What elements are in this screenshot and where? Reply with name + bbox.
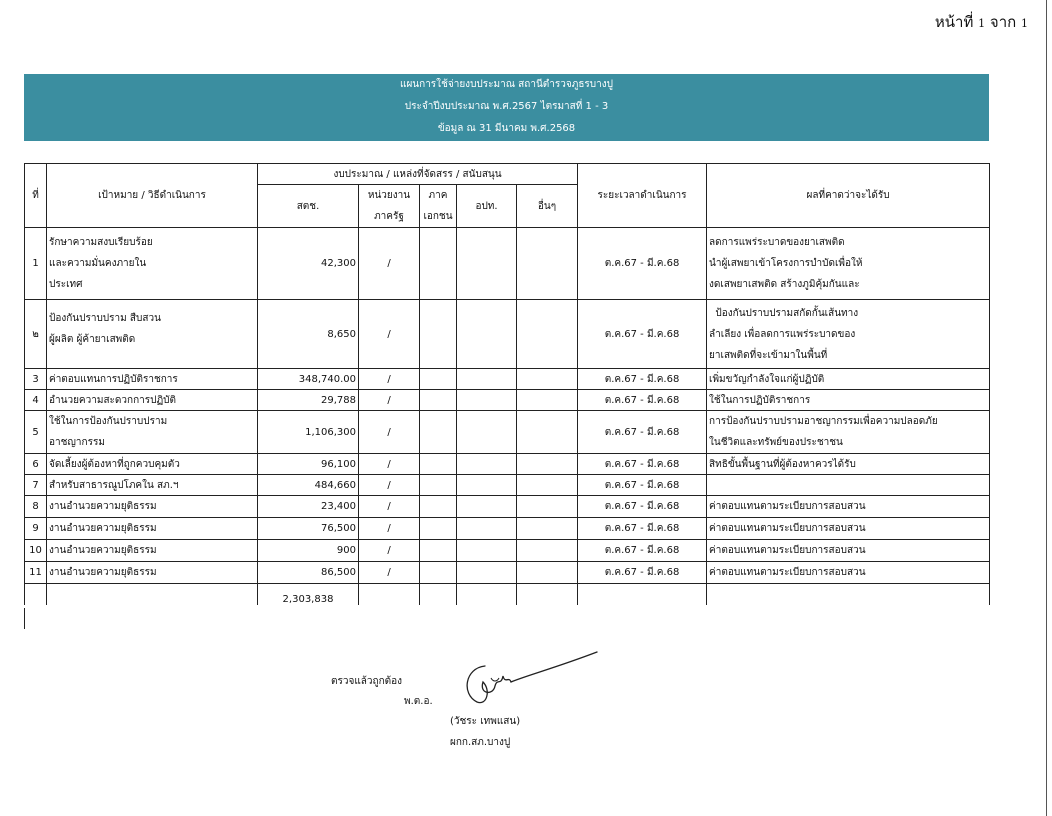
cell-other [517, 475, 578, 496]
cell-period: ต.ค.67 - มี.ค.68 [578, 518, 707, 540]
cell-expected [707, 562, 990, 584]
cell-private [420, 390, 457, 411]
cell-no: 7 [25, 475, 47, 496]
header-gov-agency: หน่วยงาน ภาครัฐ [359, 185, 420, 228]
cell-goal [47, 228, 258, 300]
goal-line: งานอำนวยความยุติธรรม [49, 545, 157, 556]
cell-local-gov [457, 540, 517, 562]
cell-gov-agency: / [359, 475, 420, 496]
cell-gov-agency: / [359, 300, 420, 369]
header-no: ที่ [25, 164, 47, 228]
cell-budget-sor-tor-chor: 8,650 [258, 300, 359, 369]
cell-other [517, 540, 578, 562]
cell-expected [707, 540, 990, 562]
goal-line: งานอำนวยความยุติธรรม [49, 567, 157, 578]
header-budget-group: งบประมาณ / แหล่งที่จัดสรร / สนับสนุน [258, 164, 578, 185]
table-row [25, 369, 990, 390]
cell-expected [707, 228, 990, 300]
page-right-border [1046, 0, 1047, 816]
cell-local-gov [457, 562, 517, 584]
page-label: หน้าที่ [934, 13, 974, 31]
cell-no: 4 [25, 390, 47, 411]
expected-line: การป้องกันปราบปรามอาชญากรรมเพื่อความปลอดภัย [709, 416, 938, 427]
cell-gov-agency: / [359, 540, 420, 562]
cell-period: ต.ค.67 - มี.ค.68 [578, 562, 707, 584]
page-number [935, 10, 1028, 34]
goal-line: ผู้ผลิต ผู้ค้ายาเสพติด [49, 334, 136, 345]
cell-no: 11 [25, 562, 47, 584]
cell-private [420, 369, 457, 390]
cell-local-gov [457, 390, 517, 411]
total-empty-cell [420, 584, 457, 605]
cell-goal [47, 518, 258, 540]
banner-data-date: ข้อมูล ณ 31 มีนาคม พ.ศ.2568 [437, 123, 576, 134]
cell-no: 1 [25, 228, 47, 300]
cell-budget-sor-tor-chor: 23,400 [258, 496, 359, 518]
total-row [25, 584, 990, 605]
expected-line: ในชีวิตและทรัพย์ของประชาชน [709, 437, 843, 448]
expected-line: ค่าตอบแทนตามระเบียบการสอบสวน [709, 501, 866, 512]
cell-gov-agency: / [359, 369, 420, 390]
table-row [25, 562, 990, 584]
cell-budget-sor-tor-chor: 1,106,300 [258, 411, 359, 454]
cell-expected [707, 518, 990, 540]
goal-line: ป้องกันปราบปราม สืบสวน [49, 313, 161, 324]
cell-other [517, 562, 578, 584]
banner-title: แผนการใช้จ่ายงบประมาณ สถานีตำรวจภูธรบางปู [400, 79, 613, 90]
header-expected: ผลที่คาดว่าจะได้รับ [707, 164, 990, 228]
cell-period: ต.ค.67 - มี.ค.68 [578, 390, 707, 411]
expected-line: สิทธิขั้นพื้นฐานที่ผู้ต้องหาควรได้รับ [709, 458, 856, 470]
expected-line: งดเสพยาเสพติด สร้างภูมิคุ้มกันและ [709, 279, 860, 290]
table-row [25, 228, 990, 300]
header-sor-tor-chor: สตช. [258, 185, 359, 228]
cell-no: ๒ [25, 300, 47, 369]
cell-goal [47, 300, 258, 369]
total-empty-cell [578, 584, 707, 605]
cell-no: 9 [25, 518, 47, 540]
expected-line [709, 480, 987, 490]
goal-line: งานอำนวยความยุติธรรม [49, 501, 157, 512]
total-empty-cell [25, 584, 47, 605]
cell-other [517, 228, 578, 300]
table-row [25, 411, 990, 454]
cell-private [420, 540, 457, 562]
cell-period: ต.ค.67 - มี.ค.68 [578, 228, 707, 300]
cell-local-gov [457, 496, 517, 518]
cell-no: 8 [25, 496, 47, 518]
cell-goal [47, 454, 258, 475]
goal-line: อำนวยความสะดวกการปฏิบัติ [49, 394, 177, 406]
cell-local-gov [457, 518, 517, 540]
cell-no: 5 [25, 411, 47, 454]
cell-local-gov [457, 475, 517, 496]
expected-line: ค่าตอบแทนตามระเบียบการสอบสวน [709, 545, 866, 556]
cell-private [420, 562, 457, 584]
cell-local-gov [457, 454, 517, 475]
expected-line: ยาเสพติดที่จะเข้ามาในพื้นที่ [709, 349, 828, 361]
cell-other [517, 496, 578, 518]
header-goal: เป้าหมาย / วิธีดำเนินการ [47, 164, 258, 228]
cell-gov-agency: / [359, 228, 420, 300]
expected-line: ลำเลียง เพื่อลดการแพร่ระบาดของ [709, 328, 856, 340]
cell-gov-agency: / [359, 562, 420, 584]
cell-expected [707, 411, 990, 454]
cell-budget-sor-tor-chor: 348,740.00 [258, 369, 359, 390]
goal-line: ค่าตอบแทนการปฏิบัติราชการ [49, 373, 178, 385]
cell-other [517, 518, 578, 540]
cell-expected [707, 496, 990, 518]
cell-gov-agency: / [359, 411, 420, 454]
expected-line: ค่าตอบแทนตามระเบียบการสอบสวน [709, 567, 866, 578]
cell-budget-sor-tor-chor: 86,500 [258, 562, 359, 584]
cell-period: ต.ค.67 - มี.ค.68 [578, 540, 707, 562]
table-row [25, 475, 990, 496]
cell-goal [47, 475, 258, 496]
cell-gov-agency: / [359, 496, 420, 518]
expected-line: เพิ่มขวัญกำลังใจแก่ผู้ปฏิบัติ [709, 373, 825, 385]
page-total: 1 [1021, 17, 1028, 30]
goal-line: งานอำนวยความยุติธรรม [49, 523, 157, 534]
signer-rank: พ.ต.อ. [404, 696, 433, 707]
cell-other [517, 390, 578, 411]
cell-period: ต.ค.67 - มี.ค.68 [578, 300, 707, 369]
cell-local-gov [457, 369, 517, 390]
cell-private [420, 475, 457, 496]
cell-goal [47, 496, 258, 518]
cell-expected [707, 300, 990, 369]
table-row [25, 454, 990, 475]
expected-line: ใช้ในการปฏิบัติราชการ [709, 394, 811, 406]
cell-other [517, 411, 578, 454]
cell-private [420, 496, 457, 518]
cell-goal [47, 369, 258, 390]
cell-no: 6 [25, 454, 47, 475]
cell-private [420, 411, 457, 454]
header-period: ระยะเวลาดำเนินการ [578, 164, 707, 228]
cell-period: ต.ค.67 - มี.ค.68 [578, 411, 707, 454]
goal-line: จัดเลี้ยงผู้ต้องหาที่ถูกควบคุมตัว [49, 458, 180, 470]
table-row [25, 540, 990, 562]
cell-private [420, 300, 457, 369]
cell-expected [707, 475, 990, 496]
page-current: 1 [978, 17, 986, 30]
cell-expected [707, 369, 990, 390]
expected-line: นำผู้เสพยาเข้าโครงการบำบัดเพื่อให้ [709, 258, 863, 269]
cell-local-gov [457, 411, 517, 454]
table-row [25, 300, 990, 369]
total-empty-cell [47, 584, 258, 605]
cell-budget-sor-tor-chor: 900 [258, 540, 359, 562]
cell-goal [47, 540, 258, 562]
expected-line: ค่าตอบแทนตามระเบียบการสอบสวน [709, 523, 866, 534]
cell-private [420, 454, 457, 475]
goal-line: ใช้ในการป้องกันปราบปราม [49, 416, 168, 427]
cell-goal [47, 411, 258, 454]
cell-budget-sor-tor-chor: 96,100 [258, 454, 359, 475]
cell-gov-agency: / [359, 454, 420, 475]
cell-gov-agency: / [359, 518, 420, 540]
table-row [25, 518, 990, 540]
signer-position: ผกก.สภ.บางปู [450, 737, 511, 748]
header-local-gov: อปท. [457, 185, 517, 228]
header-other: อื่นๆ [517, 185, 578, 228]
expected-line: ป้องกันปราบปรามสกัดกั้นเส้นทาง [709, 307, 859, 319]
goal-line: และความมั่นคงภายใน [49, 258, 147, 269]
cell-other [517, 369, 578, 390]
page-of-label: จาก [989, 13, 1017, 31]
cell-period: ต.ค.67 - มี.ค.68 [578, 369, 707, 390]
cell-budget-sor-tor-chor: 42,300 [258, 228, 359, 300]
cell-local-gov [457, 300, 517, 369]
cell-no: 10 [25, 540, 47, 562]
table-row [25, 390, 990, 411]
cell-period: ต.ค.67 - มี.ค.68 [578, 475, 707, 496]
table-row [25, 496, 990, 518]
header-private: ภาค เอกชน [420, 185, 457, 228]
total-budget: 2,303,838 [258, 584, 359, 605]
cell-budget-sor-tor-chor: 29,788 [258, 390, 359, 411]
total-empty-cell [707, 584, 990, 605]
table-left-tail-line [24, 608, 25, 629]
cell-expected [707, 390, 990, 411]
goal-line: อาชญากรรม [49, 437, 105, 448]
cell-private [420, 228, 457, 300]
cell-local-gov [457, 228, 517, 300]
cell-gov-agency: / [359, 390, 420, 411]
cell-other [517, 454, 578, 475]
cell-expected [707, 454, 990, 475]
signer-name: (วัชระ เทพแสน) [450, 716, 521, 727]
checked-correct-label: ตรวจแล้วถูกต้อง [331, 676, 403, 687]
cell-budget-sor-tor-chor: 484,660 [258, 475, 359, 496]
cell-period: ต.ค.67 - มี.ค.68 [578, 496, 707, 518]
goal-line [49, 350, 255, 360]
cell-budget-sor-tor-chor: 76,500 [258, 518, 359, 540]
total-empty-cell [517, 584, 578, 605]
goal-line: สำหรับสาธารณูปโภคใน สภ.ฯ [49, 479, 179, 491]
goal-line: ประเทศ [49, 279, 83, 290]
total-empty-cell [359, 584, 420, 605]
cell-no: 3 [25, 369, 47, 390]
banner-fiscal-year: ประจำปีงบประมาณ พ.ศ.2567 ไตรมาสที่ 1 - 3 [404, 101, 609, 112]
cell-private [420, 518, 457, 540]
cell-other [517, 300, 578, 369]
cell-goal [47, 562, 258, 584]
handwritten-signature [455, 646, 605, 708]
cell-period: ต.ค.67 - มี.ค.68 [578, 454, 707, 475]
goal-line: รักษาความสงบเรียบร้อย [49, 237, 153, 248]
expected-line: ลดการแพร่ระบาดของยาเสพติด [709, 237, 845, 248]
cell-goal [47, 390, 258, 411]
total-empty-cell [457, 584, 517, 605]
report-title-banner [24, 74, 989, 141]
budget-plan-table [24, 163, 990, 605]
